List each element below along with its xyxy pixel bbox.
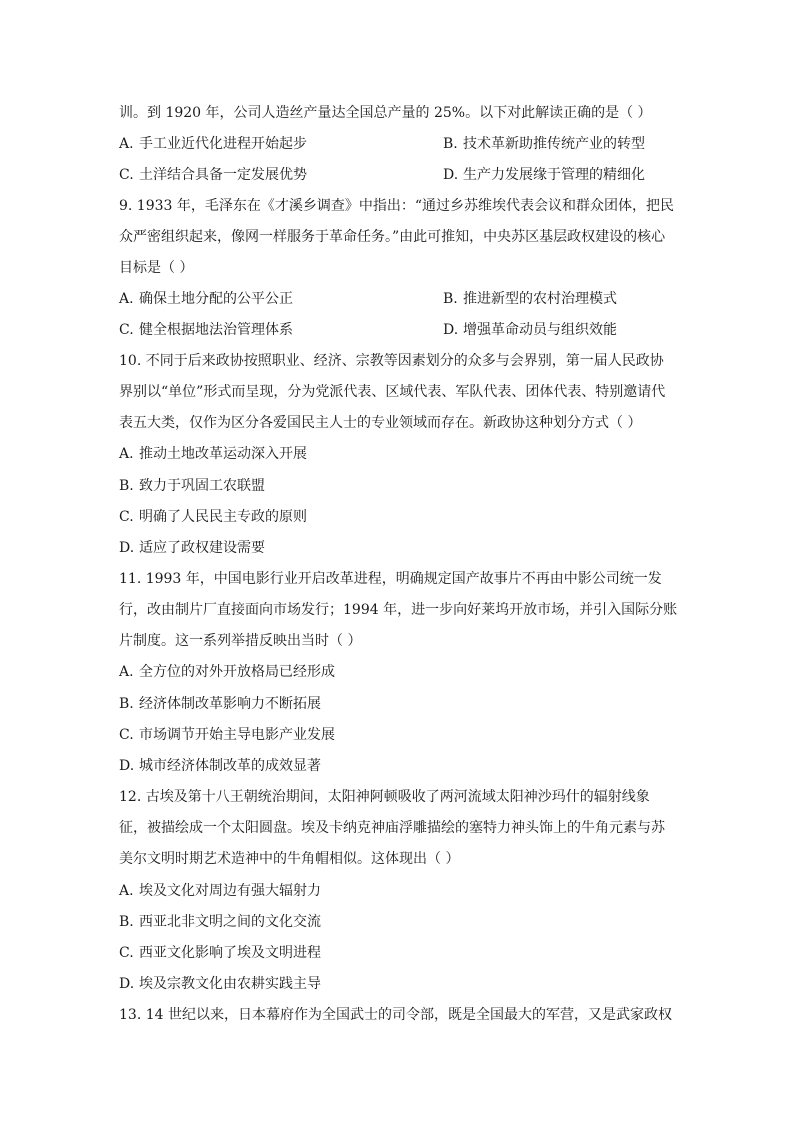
option-letter: A. — [119, 664, 134, 680]
q10-stem-line-3: 表五大类，仅作为区分各爱国民主人士的专业领域而存在。新政协这种划分方式（ ） — [119, 415, 642, 431]
option-text: 推进新型的农村治理模式 — [463, 291, 617, 307]
q11-option-a[interactable] — [119, 662, 335, 682]
option-text: 技术革新助推传统产业的转型 — [463, 136, 645, 152]
q10-stem-line-2: 界别以“单位”形式而呈现，分为党派代表、区域代表、军队代表、团体代表、特别邀请代 — [119, 384, 666, 400]
option-letter: C. — [119, 727, 134, 743]
option-letter: B. — [119, 478, 134, 494]
option-text: 生产力发展缘于管理的精细化 — [463, 167, 645, 183]
q12-option-c[interactable] — [119, 943, 321, 963]
option-letter: D. — [119, 758, 135, 774]
option-letter: D. — [119, 540, 135, 556]
option-letter: D. — [443, 322, 459, 338]
q12-option-b[interactable] — [119, 912, 321, 932]
q10-option-c[interactable] — [119, 507, 307, 527]
option-text: 土洋结合具备一定发展优势 — [139, 167, 307, 183]
option-letter: B. — [443, 291, 458, 307]
option-letter: B. — [119, 914, 134, 930]
option-text: 埃及宗教文化由农耕实践主导 — [139, 976, 321, 992]
option-letter: A. — [119, 883, 134, 899]
q8-option-c[interactable] — [119, 165, 307, 185]
option-text: 埃及文化对周边有强大辐射力 — [139, 883, 321, 899]
option-text: 全方位的对外开放格局已经形成 — [139, 664, 335, 680]
option-letter: A. — [119, 291, 134, 307]
option-text: 明确了人民民主专政的原则 — [139, 509, 307, 525]
q12-option-a[interactable] — [119, 881, 321, 901]
option-letter: D. — [119, 976, 135, 992]
option-letter: D. — [443, 167, 459, 183]
q13-stem-line-1: 13. 14 世纪以来，日本幕府作为全国武士的司令部，既是全国最大的军营，又是武家政权 — [119, 1007, 672, 1023]
q8-option-a[interactable] — [119, 134, 307, 154]
option-text: 健全根据地法治管理体系 — [139, 322, 293, 338]
q9-option-d[interactable] — [443, 320, 617, 340]
q9-stem-line-3: 目标是（ ） — [119, 260, 194, 276]
q8-stem-line: 训。到 1920 年，公司人造丝产量达全国总产量的 25%。以下对此解读正确的是（ ） — [119, 105, 652, 121]
q10-option-b[interactable] — [119, 476, 265, 496]
option-letter: C. — [119, 322, 134, 338]
option-text: 经济体制改革影响力不断拓展 — [139, 696, 321, 712]
q9-stem-line-2: 众严密组织起来，像网一样服务于革命任务。”由此可推知，中央苏区基层政权建设的核心 — [119, 229, 666, 245]
q9-option-b[interactable] — [443, 289, 617, 309]
option-letter: C. — [119, 945, 134, 961]
option-text: 致力于巩固工农联盟 — [139, 478, 265, 494]
option-text: 推动土地改革运动深入开展 — [139, 446, 307, 462]
option-text: 西亚文化影响了埃及文明进程 — [139, 945, 321, 961]
q12-stem-line-3: 美尔文明时期艺术造神中的牛角帽相似。这体现出（ ） — [119, 851, 460, 867]
q10-option-a[interactable] — [119, 444, 307, 464]
option-letter: C. — [119, 509, 134, 525]
q12-stem-line-2: 征，被描绘成一个太阳圆盘。埃及卡纳克神庙浮雕描绘的塞特力神头饰上的牛角元素与苏 — [119, 820, 665, 836]
option-text: 城市经济体制改革的成效显著 — [139, 758, 321, 774]
q11-option-c[interactable] — [119, 725, 335, 745]
q11-stem-line-2: 行，改由制片厂直接面向市场发行；1994 年，进一步向好莱坞开放市场，并引入国际分账 — [119, 602, 678, 618]
q8-option-d[interactable] — [443, 165, 645, 185]
option-text: 手工业近代化进程开始起步 — [139, 136, 307, 152]
option-text: 适应了政权建设需要 — [139, 540, 265, 556]
option-letter: C. — [119, 167, 134, 183]
q11-option-b[interactable] — [119, 694, 321, 714]
q11-stem-line-1: 11. 1993 年，中国电影行业开启改革进程，明确规定国产故事片不再由中影公司统一发 — [119, 571, 662, 587]
option-letter: B. — [443, 136, 458, 152]
q9-option-c[interactable] — [119, 320, 293, 340]
q8-option-b[interactable] — [443, 134, 645, 154]
option-letter: A. — [119, 136, 134, 152]
option-letter: B. — [119, 696, 134, 712]
q12-stem-line-1: 12. 古埃及第十八王朝统治期间，太阳神阿顿吸收了两河流域太阳神沙玛什的辐射线象 — [119, 789, 650, 805]
q12-option-d[interactable] — [119, 974, 321, 994]
option-text: 确保土地分配的公平公正 — [139, 291, 293, 307]
q11-option-d[interactable] — [119, 756, 321, 776]
option-letter: A. — [119, 446, 134, 462]
option-text: 增强革命动员与组织效能 — [463, 322, 617, 338]
q10-stem-line-1: 10. 不同于后来政协按照职业、经济、宗教等因素划分的众多与会界别，第一届人民政协 — [119, 353, 664, 369]
option-text: 市场调节开始主导电影产业发展 — [139, 727, 335, 743]
q10-option-d[interactable] — [119, 538, 265, 558]
q9-option-a[interactable] — [119, 289, 293, 309]
q9-stem-line-1: 9. 1933 年，毛泽东在《才溪乡调查》中指出：“通过乡苏维埃代表会议和群众团体，把民 — [119, 198, 675, 214]
option-text: 西亚北非文明之间的文化交流 — [139, 914, 321, 930]
q11-stem-line-3: 片制度。这一系列举措反映出当时（ ） — [119, 633, 362, 649]
